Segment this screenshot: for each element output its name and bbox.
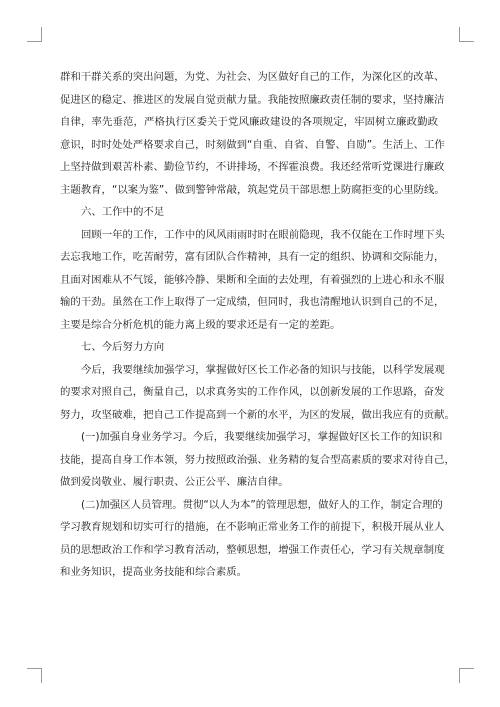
text-line: 学习教育规划和切实可行的措施，在不影响正常业务工作的前提下，积极开展从业人 [60, 521, 445, 533]
text-line: 自律，率先垂范，严格执行区委关于党风廉政建设的各项规定，牢固树立廉政勤政 [60, 116, 438, 128]
text-line: 促进区的稳定、推进区的发展自觉贡献力量。我能按照廉政责任制的要求，坚持廉洁 [60, 93, 445, 106]
text-line: 技能，提高自身工作本领，努力按照政治强、业务精的复合型高素质的要求对待自己， [60, 453, 455, 466]
text-line: 上坚持做到艰苦朴素、勤俭节约，不讲排场，不挥霍浪费。我还经常听党课进行廉政 [60, 161, 445, 173]
text-line: 主要是综合分析危机的能力离上级的要求还是有一定的差距。 [60, 318, 341, 331]
crop-mark-top-left [27, 27, 42, 42]
text-line: 和业务知识，提高业务技能和综合素质。 [60, 566, 248, 578]
text-line: 去忘我地工作，吃苦耐劳，富有团队合作精神，具有一定的组织、协调和交际能力， [60, 251, 445, 263]
text-line: 回顾一年的工作，工作中的风风雨雨时时在眼前隐现，我不仅能在工作时埋下头 [81, 228, 445, 241]
text-line: 群和干群关系的突出问题，为党、为社会、为区做好自己的工作，为深化区的改革、 [60, 71, 445, 83]
text-line: 努力，攻坚破难，把自己工作提高到一个新的水平，为区的发展，做出我应有的贡献。 [60, 408, 455, 421]
text-line: 今后，我要继续加强学习，掌握做好区长工作必备的知识与技能，以科学发展观 [81, 363, 445, 376]
crop-mark-bottom-right [459, 668, 474, 683]
text-line: (二)加强区人员管理。贯彻“以人为本”的管理思想，做好人的工作，制定合理的 [81, 498, 443, 511]
text-line: 员的思想政治工作和学习教育活动，整顿思想，增强工作责任心，学习有关规章制度 [60, 543, 445, 556]
section-heading: 六、工作中的不足 [81, 206, 165, 218]
text-line: 且面对困难从不气馁，能够冷静、果断和全面的去处理，有着强烈的上进心和永不服 [60, 273, 445, 286]
text-line: 做到爱岗敬业、履行职责、公正公平、廉洁自律。 [60, 476, 289, 488]
document-body [60, 66, 455, 584]
text-line: (一)加强自身业务学习。今后，我要继续加强学习，掌握做好区长工作的知识和 [81, 431, 443, 443]
section-heading: 七、今后努力方向 [81, 341, 165, 353]
text-line: 的要求对照自己，衡量自己，以求真务实的工作作风，以创新发展的工作思路，奋发 [60, 386, 445, 398]
text-line: 主题教育，“以案为鉴”、做到警钟常敲，筑起党员干部思想上防腐拒变的心里防线。 [60, 183, 445, 196]
crop-mark-top-right [459, 27, 474, 42]
crop-mark-bottom-left [27, 668, 42, 683]
text-line: 意识，时时处处严格要求自己，时刻做到“自重、自省、自警、自励”。生活上、工作 [60, 138, 445, 151]
text-line: 输的干劲。虽然在工作上取得了一定成绩，但同时，我也清醒地认识到自己的不足， [60, 296, 445, 308]
